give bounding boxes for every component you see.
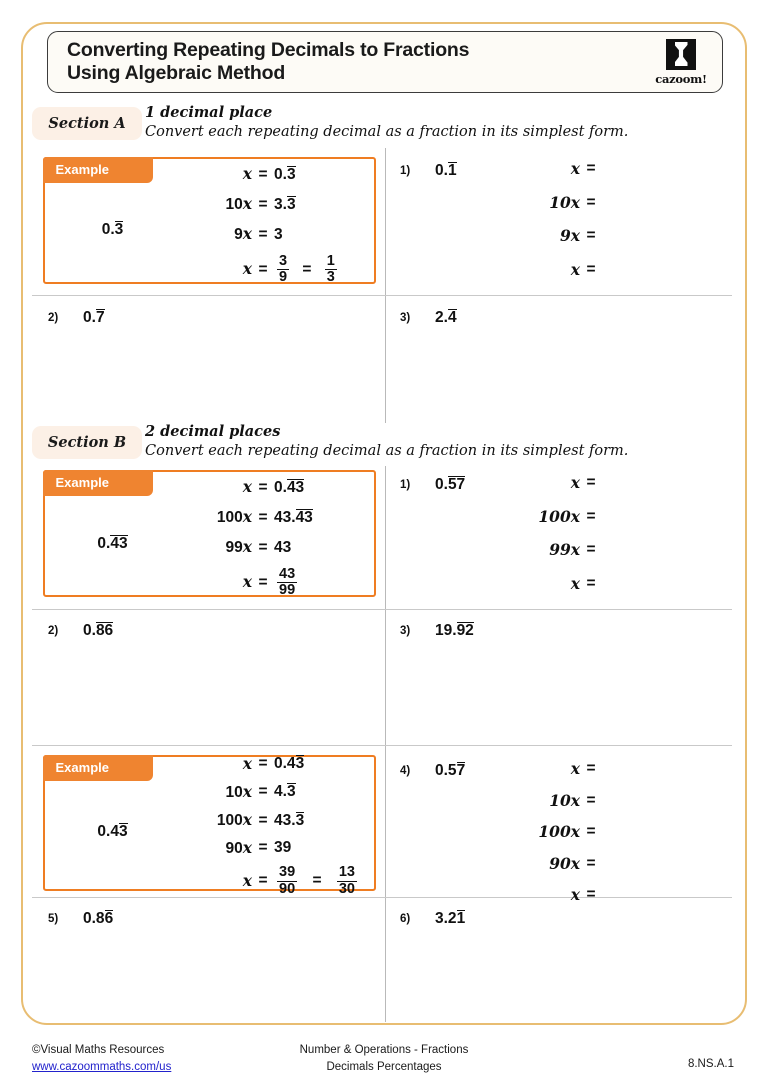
answer-row[interactable]: 100x = bbox=[538, 506, 596, 526]
fraction-result: $\frac{3}{9}$ = $\frac{1}{3}$ bbox=[279, 252, 335, 286]
equation-row: 90x = 39 bbox=[225, 837, 292, 857]
page-footer bbox=[0, 1042, 768, 1086]
equation-row: x = 0.3 bbox=[242, 164, 296, 184]
question-value: 0.1 bbox=[435, 162, 457, 179]
section-b-label bbox=[32, 426, 142, 459]
question-number: 6) bbox=[400, 913, 411, 925]
row-divider-b1-left bbox=[32, 609, 385, 610]
example-b1-tab bbox=[43, 470, 153, 496]
answer-row[interactable]: x = bbox=[570, 573, 596, 593]
section-b-header bbox=[32, 424, 732, 466]
answer-row[interactable]: x = bbox=[570, 159, 596, 178]
question-number: 3) bbox=[400, 625, 411, 637]
answer-row[interactable]: 99x = bbox=[549, 540, 596, 559]
row-divider-b2-right bbox=[385, 745, 732, 746]
example-a-value: 0.3 bbox=[101, 221, 124, 238]
row-divider-b2-left bbox=[32, 745, 385, 746]
answer-row[interactable]: x = bbox=[570, 885, 596, 904]
repeat-bar: 3 bbox=[118, 823, 128, 840]
repeat-bar: 3 bbox=[286, 196, 296, 214]
section-a-label-text: Section A bbox=[48, 115, 126, 132]
repeat-bar: 1 bbox=[456, 910, 466, 927]
example-box-a bbox=[43, 157, 376, 284]
answer-row[interactable]: 10x = bbox=[549, 790, 596, 810]
cazoom-logo bbox=[653, 37, 709, 87]
worksheet-title-bar bbox=[47, 31, 723, 93]
footer-topic-line-2: Decimals Percentages bbox=[326, 1060, 442, 1073]
equation-row: x = $\frac{3}{9}$ = $\frac{1}{3}$ bbox=[180, 254, 366, 285]
row-divider-b3-left bbox=[32, 897, 385, 898]
repeat-bar: 3 bbox=[295, 755, 305, 773]
fraction-result bbox=[274, 567, 300, 598]
title-line-1: Converting Repeating Decimals to Fractions bbox=[67, 39, 470, 61]
answer-row[interactable]: x = bbox=[570, 259, 596, 279]
equation-row: 99x = 43 bbox=[225, 537, 292, 557]
column-divider-b bbox=[385, 466, 386, 1022]
section-b-label-text: Section B bbox=[47, 434, 127, 451]
answer-row[interactable]: x = bbox=[570, 759, 596, 778]
footer-center bbox=[0, 1042, 768, 1075]
section-a-heading: 1 decimal place bbox=[145, 104, 273, 121]
question-number: 1) bbox=[400, 165, 411, 177]
repeat-bar: 3 bbox=[114, 221, 124, 238]
example-b1-value: 0.43 bbox=[97, 535, 128, 552]
fraction: $\frac{39}{90}$ bbox=[279, 864, 296, 897]
question-value: 0.86 bbox=[83, 622, 114, 639]
repeat-bar: 4 bbox=[447, 309, 457, 326]
question-number: 4) bbox=[400, 765, 411, 777]
answer-row[interactable]: x = bbox=[570, 473, 596, 492]
repeat-bar: 43 bbox=[110, 535, 128, 552]
repeat-bar: 92 bbox=[456, 622, 474, 639]
row-divider-a-right bbox=[385, 295, 732, 296]
repeat-bar: 57 bbox=[447, 476, 466, 493]
question-value: 0.7 bbox=[83, 309, 105, 326]
fraction: $\frac{13}{30}$ bbox=[338, 864, 355, 897]
fraction: $\frac{1}{3}$ bbox=[326, 252, 335, 286]
example-a-equations bbox=[180, 159, 366, 286]
repeat-bar: 7 bbox=[456, 762, 466, 779]
fraction: $\frac{43}{99}$ bbox=[279, 565, 296, 599]
equation-row: x = $\frac{43}{99}$ bbox=[180, 567, 366, 598]
repeat-bar: 3 bbox=[295, 811, 305, 829]
example-b2-equations bbox=[180, 753, 366, 897]
equation-row: x = 0.43 bbox=[242, 477, 305, 497]
answer-row[interactable]: 90x = bbox=[549, 853, 596, 873]
question-number: 3) bbox=[400, 312, 411, 324]
footer-website-link[interactable]: www.cazoommaths.com/us bbox=[32, 1060, 172, 1073]
question-number: 2) bbox=[48, 625, 59, 637]
repeat-bar: 1 bbox=[447, 162, 457, 179]
example-b2-tab bbox=[43, 755, 153, 781]
section-b-description bbox=[145, 422, 628, 461]
title-line-2: Using Algebraic Method bbox=[67, 62, 286, 84]
example-b2-tab-label: Example bbox=[55, 760, 109, 775]
example-box-b2 bbox=[43, 753, 376, 897]
example-a-tab-label: Example bbox=[55, 162, 109, 177]
section-a-description bbox=[145, 103, 628, 142]
question-number: 2) bbox=[48, 312, 59, 324]
repeat-bar: 7 bbox=[95, 309, 105, 326]
equation-row: 10x = 3.3 bbox=[225, 194, 296, 214]
question-value: 2.4 bbox=[435, 309, 457, 326]
equation-row: x = 0.43 bbox=[242, 753, 305, 773]
question-number: 1) bbox=[400, 479, 411, 491]
example-a-tab bbox=[43, 157, 153, 183]
question-value: 0.86 bbox=[83, 910, 114, 927]
footer-copyright: ©Visual Maths Resources bbox=[32, 1044, 165, 1056]
question-value: 0.57 bbox=[435, 762, 466, 779]
question-value: 3.21 bbox=[435, 910, 466, 927]
repeat-bar: 3 bbox=[286, 783, 296, 801]
footer-standard-code: 8.NS.A.1 bbox=[687, 1058, 734, 1070]
section-a-instruction: Convert each repeating decimal as a fraction in its simplest form. bbox=[145, 123, 629, 140]
question-value: 0.57 bbox=[435, 476, 466, 493]
answer-row[interactable]: 10x = bbox=[549, 192, 596, 212]
fraction-result: $\frac{39}{90}$ = $\frac{13}{30}$ bbox=[279, 864, 355, 897]
answer-row[interactable]: 100x = bbox=[538, 822, 596, 841]
answer-lines[interactable] bbox=[508, 161, 602, 295]
logo-wordmark: cazoom! bbox=[655, 71, 707, 86]
section-a-label bbox=[32, 107, 142, 140]
answer-lines[interactable] bbox=[508, 475, 602, 609]
question-value: 19.92 bbox=[435, 622, 474, 639]
repeat-bar: 43 bbox=[286, 478, 305, 496]
equation-row: 100x = 43.3 bbox=[216, 810, 305, 830]
column-divider-a bbox=[385, 148, 386, 423]
example-b1-equations bbox=[180, 472, 366, 599]
question-number: 5) bbox=[48, 913, 59, 925]
equation-row: 100x = 43.43 bbox=[216, 507, 313, 527]
answer-lines[interactable] bbox=[508, 761, 602, 921]
section-b-instruction: Convert each repeating decimal as a fraction in its simplest form. bbox=[145, 442, 629, 459]
equation-row: 9x = 3 bbox=[234, 224, 283, 244]
section-b-heading: 2 decimal places bbox=[145, 423, 281, 440]
footer-topic-line-1: Number & Operations - Fractions bbox=[299, 1044, 469, 1056]
repeat-bar: 86 bbox=[95, 622, 114, 639]
row-divider-b1-right bbox=[385, 609, 732, 610]
page-title bbox=[48, 39, 469, 85]
repeat-bar: 43 bbox=[295, 509, 313, 527]
equation-row: 10x = 4.3 bbox=[225, 781, 296, 801]
example-box-b1 bbox=[43, 470, 376, 597]
answer-row[interactable]: 9x = bbox=[559, 226, 596, 245]
hourglass-icon bbox=[675, 42, 688, 66]
logo-mark-icon bbox=[666, 39, 696, 70]
repeat-bar: 3 bbox=[286, 165, 296, 183]
repeat-bar: 6 bbox=[104, 910, 114, 927]
fraction: $\frac{3}{9}$ bbox=[279, 252, 288, 286]
section-a-header bbox=[32, 105, 732, 147]
example-b2-value: 0.43 bbox=[97, 823, 128, 840]
example-b1-tab-label: Example bbox=[55, 475, 109, 490]
row-divider-a-left bbox=[32, 295, 385, 296]
equation-row: x = $\frac{39}{90}$ = $\frac{13}{30}$ bbox=[180, 865, 366, 896]
